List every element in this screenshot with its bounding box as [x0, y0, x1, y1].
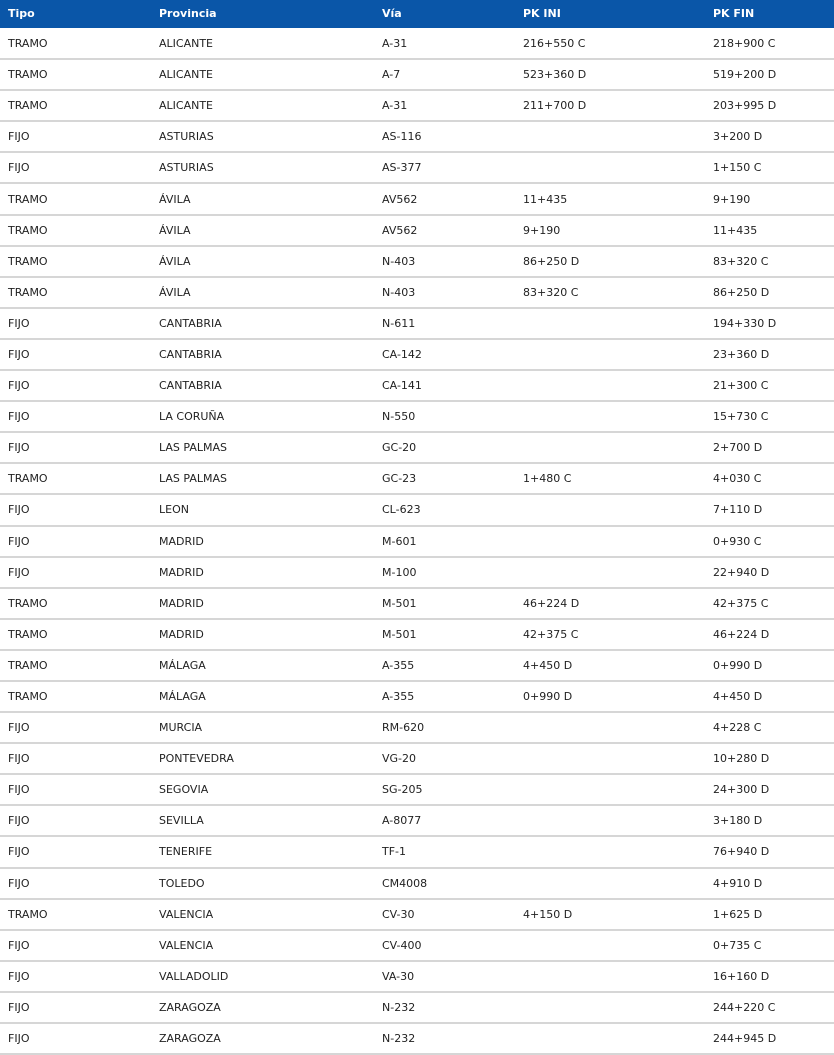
cell-pk-ini: [515, 557, 705, 588]
cell-provincia: MÁLAGA: [151, 650, 374, 681]
cell-tipo: FIJO: [0, 743, 151, 774]
cell-pk-ini: [515, 432, 705, 463]
cell-provincia: VALENCIA: [151, 899, 374, 930]
cell-tipo: FIJO: [0, 494, 151, 525]
table-row: [0, 90, 834, 121]
cell-pk-fin: 1+625 D: [705, 899, 834, 930]
cell-provincia: VALLADOLID: [151, 961, 374, 992]
table-row: [0, 588, 834, 619]
cell-tipo: TRAMO: [0, 90, 151, 121]
table-row: [0, 930, 834, 961]
cell-pk-ini: [515, 494, 705, 525]
column-header-pk-ini[interactable]: PK INI: [523, 7, 561, 20]
cell-pk-ini: [515, 1023, 705, 1054]
table-row: [0, 463, 834, 494]
cell-tipo: TRAMO: [0, 215, 151, 246]
column-header-pk-fin[interactable]: PK FIN: [713, 7, 755, 20]
table-row: [0, 619, 834, 650]
cell-tipo: FIJO: [0, 774, 151, 805]
cell-pk-fin: 0+990 D: [705, 650, 834, 681]
cell-tipo: FIJO: [0, 805, 151, 836]
cell-pk-fin: 10+280 D: [705, 743, 834, 774]
cell-provincia: LAS PALMAS: [151, 463, 374, 494]
cell-via: A-31: [374, 90, 515, 121]
cell-via: M-501: [374, 588, 515, 619]
cell-provincia: CANTABRIA: [151, 370, 374, 401]
table-row: [0, 432, 834, 463]
cell-provincia: LEON: [151, 494, 374, 525]
cell-tipo: FIJO: [0, 432, 151, 463]
table-row: [0, 401, 834, 432]
cell-pk-fin: 24+300 D: [705, 774, 834, 805]
table-row: [0, 183, 834, 214]
cell-pk-ini: [515, 805, 705, 836]
cell-via: CV-400: [374, 930, 515, 961]
cell-pk-fin: 15+730 C: [705, 401, 834, 432]
cell-via: CA-142: [374, 339, 515, 370]
cell-pk-ini: [515, 401, 705, 432]
cell-pk-ini: 523+360 D: [515, 59, 705, 90]
cell-pk-fin: 9+190: [705, 183, 834, 214]
cell-tipo: TRAMO: [0, 59, 151, 90]
table-row: [0, 59, 834, 90]
cell-tipo: FIJO: [0, 557, 151, 588]
cell-via: AV562: [374, 215, 515, 246]
cell-via: GC-23: [374, 463, 515, 494]
cell-pk-fin: 0+735 C: [705, 930, 834, 961]
table-row: [0, 28, 834, 59]
cell-pk-fin: 76+940 D: [705, 836, 834, 867]
cell-tipo: TRAMO: [0, 588, 151, 619]
cell-via: N-611: [374, 308, 515, 339]
cell-via: M-601: [374, 526, 515, 557]
cell-provincia: MADRID: [151, 557, 374, 588]
cell-pk-ini: [515, 868, 705, 899]
cell-pk-ini: 1+480 C: [515, 463, 705, 494]
cell-provincia: ALICANTE: [151, 90, 374, 121]
cell-pk-fin: 22+940 D: [705, 557, 834, 588]
table-row: [0, 557, 834, 588]
table-row: [0, 681, 834, 712]
cell-tipo: TRAMO: [0, 463, 151, 494]
table-row: [0, 121, 834, 152]
cell-via: N-403: [374, 277, 515, 308]
cell-provincia: PONTEVEDRA: [151, 743, 374, 774]
cell-pk-ini: 216+550 C: [515, 28, 705, 59]
cell-tipo: FIJO: [0, 370, 151, 401]
cell-pk-fin: 11+435: [705, 215, 834, 246]
cell-pk-ini: [515, 836, 705, 867]
cell-pk-ini: 4+450 D: [515, 650, 705, 681]
cell-via: CA-141: [374, 370, 515, 401]
cell-pk-fin: 46+224 D: [705, 619, 834, 650]
cell-pk-ini: [515, 339, 705, 370]
table-row: [0, 774, 834, 805]
cell-provincia: ÁVILA: [151, 215, 374, 246]
cell-pk-ini: 86+250 D: [515, 246, 705, 277]
cell-pk-ini: [515, 774, 705, 805]
cell-pk-ini: [515, 992, 705, 1023]
cell-tipo: TRAMO: [0, 899, 151, 930]
cell-pk-fin: 4+450 D: [705, 681, 834, 712]
cell-tipo: TRAMO: [0, 619, 151, 650]
cell-provincia: LA CORUÑA: [151, 401, 374, 432]
cell-tipo: TRAMO: [0, 246, 151, 277]
cell-pk-ini: 9+190: [515, 215, 705, 246]
cell-provincia: ASTURIAS: [151, 152, 374, 183]
column-header-tipo[interactable]: Tipo: [8, 7, 35, 20]
table-body: [0, 28, 834, 1054]
cell-via: VG-20: [374, 743, 515, 774]
cell-via: RM-620: [374, 712, 515, 743]
cell-via: M-501: [374, 619, 515, 650]
cell-pk-fin: 42+375 C: [705, 588, 834, 619]
cell-provincia: TENERIFE: [151, 836, 374, 867]
cell-provincia: MURCIA: [151, 712, 374, 743]
table-row: [0, 868, 834, 899]
cell-pk-fin: 2+700 D: [705, 432, 834, 463]
table-row: [0, 308, 834, 339]
table-row: [0, 899, 834, 930]
cell-tipo: TRAMO: [0, 277, 151, 308]
cell-provincia: ZARAGOZA: [151, 1023, 374, 1054]
cell-provincia: ÁVILA: [151, 183, 374, 214]
cell-via: N-232: [374, 1023, 515, 1054]
table-row: [0, 961, 834, 992]
cell-pk-fin: 3+200 D: [705, 121, 834, 152]
table-header: [0, 0, 834, 28]
cell-pk-ini: [515, 121, 705, 152]
cell-via: A-355: [374, 650, 515, 681]
table-row: [0, 526, 834, 557]
table-row: [0, 650, 834, 681]
cell-tipo: FIJO: [0, 930, 151, 961]
table-row: [0, 743, 834, 774]
table-row: [0, 494, 834, 525]
cell-tipo: FIJO: [0, 121, 151, 152]
cell-via: N-232: [374, 992, 515, 1023]
cell-tipo: FIJO: [0, 992, 151, 1023]
cell-via: A-31: [374, 28, 515, 59]
cell-pk-ini: [515, 961, 705, 992]
cell-provincia: ZARAGOZA: [151, 992, 374, 1023]
cell-pk-fin: 23+360 D: [705, 339, 834, 370]
cell-pk-fin: 86+250 D: [705, 277, 834, 308]
cell-via: VA-30: [374, 961, 515, 992]
cell-via: CM4008: [374, 868, 515, 899]
cell-pk-ini: 83+320 C: [515, 277, 705, 308]
cell-pk-fin: 1+150 C: [705, 152, 834, 183]
cell-pk-ini: 42+375 C: [515, 619, 705, 650]
cell-provincia: MADRID: [151, 526, 374, 557]
cell-via: AS-116: [374, 121, 515, 152]
cell-provincia: ÁVILA: [151, 246, 374, 277]
cell-pk-fin: 0+930 C: [705, 526, 834, 557]
cell-tipo: TRAMO: [0, 183, 151, 214]
cell-pk-fin: 3+180 D: [705, 805, 834, 836]
cell-tipo: FIJO: [0, 152, 151, 183]
cell-provincia: VALENCIA: [151, 930, 374, 961]
cell-via: TF-1: [374, 836, 515, 867]
cell-provincia: LAS PALMAS: [151, 432, 374, 463]
cell-pk-fin: 7+110 D: [705, 494, 834, 525]
table-row: [0, 836, 834, 867]
cell-provincia: ALICANTE: [151, 59, 374, 90]
cell-via: N-403: [374, 246, 515, 277]
cell-via: CL-623: [374, 494, 515, 525]
cell-pk-ini: 211+700 D: [515, 90, 705, 121]
cell-pk-fin: 4+030 C: [705, 463, 834, 494]
cell-pk-ini: [515, 526, 705, 557]
cell-pk-fin: 194+330 D: [705, 308, 834, 339]
cell-pk-ini: 11+435: [515, 183, 705, 214]
cell-pk-ini: [515, 308, 705, 339]
cell-via: A-7: [374, 59, 515, 90]
cell-tipo: TRAMO: [0, 681, 151, 712]
cell-pk-ini: [515, 152, 705, 183]
table-row: [0, 1023, 834, 1054]
cell-pk-ini: [515, 743, 705, 774]
cell-provincia: MADRID: [151, 619, 374, 650]
cell-provincia: SEGOVIA: [151, 774, 374, 805]
cell-provincia: ALICANTE: [151, 28, 374, 59]
cell-via: SG-205: [374, 774, 515, 805]
table-row: [0, 152, 834, 183]
cell-provincia: CANTABRIA: [151, 308, 374, 339]
cell-provincia: ASTURIAS: [151, 121, 374, 152]
cell-tipo: FIJO: [0, 961, 151, 992]
table-row: [0, 992, 834, 1023]
cell-tipo: FIJO: [0, 712, 151, 743]
table-row: [0, 339, 834, 370]
cell-tipo: FIJO: [0, 868, 151, 899]
cell-pk-fin: 218+900 C: [705, 28, 834, 59]
cell-provincia: TOLEDO: [151, 868, 374, 899]
table-row: [0, 277, 834, 308]
cell-via: AV562: [374, 183, 515, 214]
cell-via: A-355: [374, 681, 515, 712]
table-row: [0, 246, 834, 277]
cell-tipo: FIJO: [0, 526, 151, 557]
cell-provincia: SEVILLA: [151, 805, 374, 836]
cell-tipo: FIJO: [0, 308, 151, 339]
table-row: [0, 370, 834, 401]
cell-pk-ini: [515, 930, 705, 961]
cell-pk-fin: 21+300 C: [705, 370, 834, 401]
cell-via: AS-377: [374, 152, 515, 183]
cell-tipo: TRAMO: [0, 28, 151, 59]
cell-pk-ini: 4+150 D: [515, 899, 705, 930]
cell-tipo: FIJO: [0, 836, 151, 867]
cell-pk-ini: 46+224 D: [515, 588, 705, 619]
header-row: [0, 0, 834, 28]
cell-pk-fin: 4+910 D: [705, 868, 834, 899]
cell-pk-fin: 244+945 D: [705, 1023, 834, 1054]
cell-via: M-100: [374, 557, 515, 588]
cell-pk-fin: 16+160 D: [705, 961, 834, 992]
cell-pk-fin: 4+228 C: [705, 712, 834, 743]
cell-provincia: ÁVILA: [151, 277, 374, 308]
cell-tipo: FIJO: [0, 339, 151, 370]
cell-via: A-8077: [374, 805, 515, 836]
cell-tipo: TRAMO: [0, 650, 151, 681]
cell-pk-fin: 244+220 C: [705, 992, 834, 1023]
cell-via: GC-20: [374, 432, 515, 463]
cell-via: N-550: [374, 401, 515, 432]
cell-tipo: FIJO: [0, 1023, 151, 1054]
column-header-provincia[interactable]: Provincia: [159, 7, 217, 20]
cell-via: CV-30: [374, 899, 515, 930]
cell-pk-ini: [515, 712, 705, 743]
cell-provincia: CANTABRIA: [151, 339, 374, 370]
cell-pk-fin: 203+995 D: [705, 90, 834, 121]
cell-pk-fin: 83+320 C: [705, 246, 834, 277]
cell-provincia: MADRID: [151, 588, 374, 619]
cell-provincia: MÁLAGA: [151, 681, 374, 712]
table-row: [0, 712, 834, 743]
column-header-via[interactable]: Vía: [382, 7, 402, 20]
cell-pk-ini: 0+990 D: [515, 681, 705, 712]
table-row: [0, 215, 834, 246]
cell-pk-ini: [515, 370, 705, 401]
table-row: [0, 805, 834, 836]
cell-pk-fin: 519+200 D: [705, 59, 834, 90]
cell-tipo: FIJO: [0, 401, 151, 432]
